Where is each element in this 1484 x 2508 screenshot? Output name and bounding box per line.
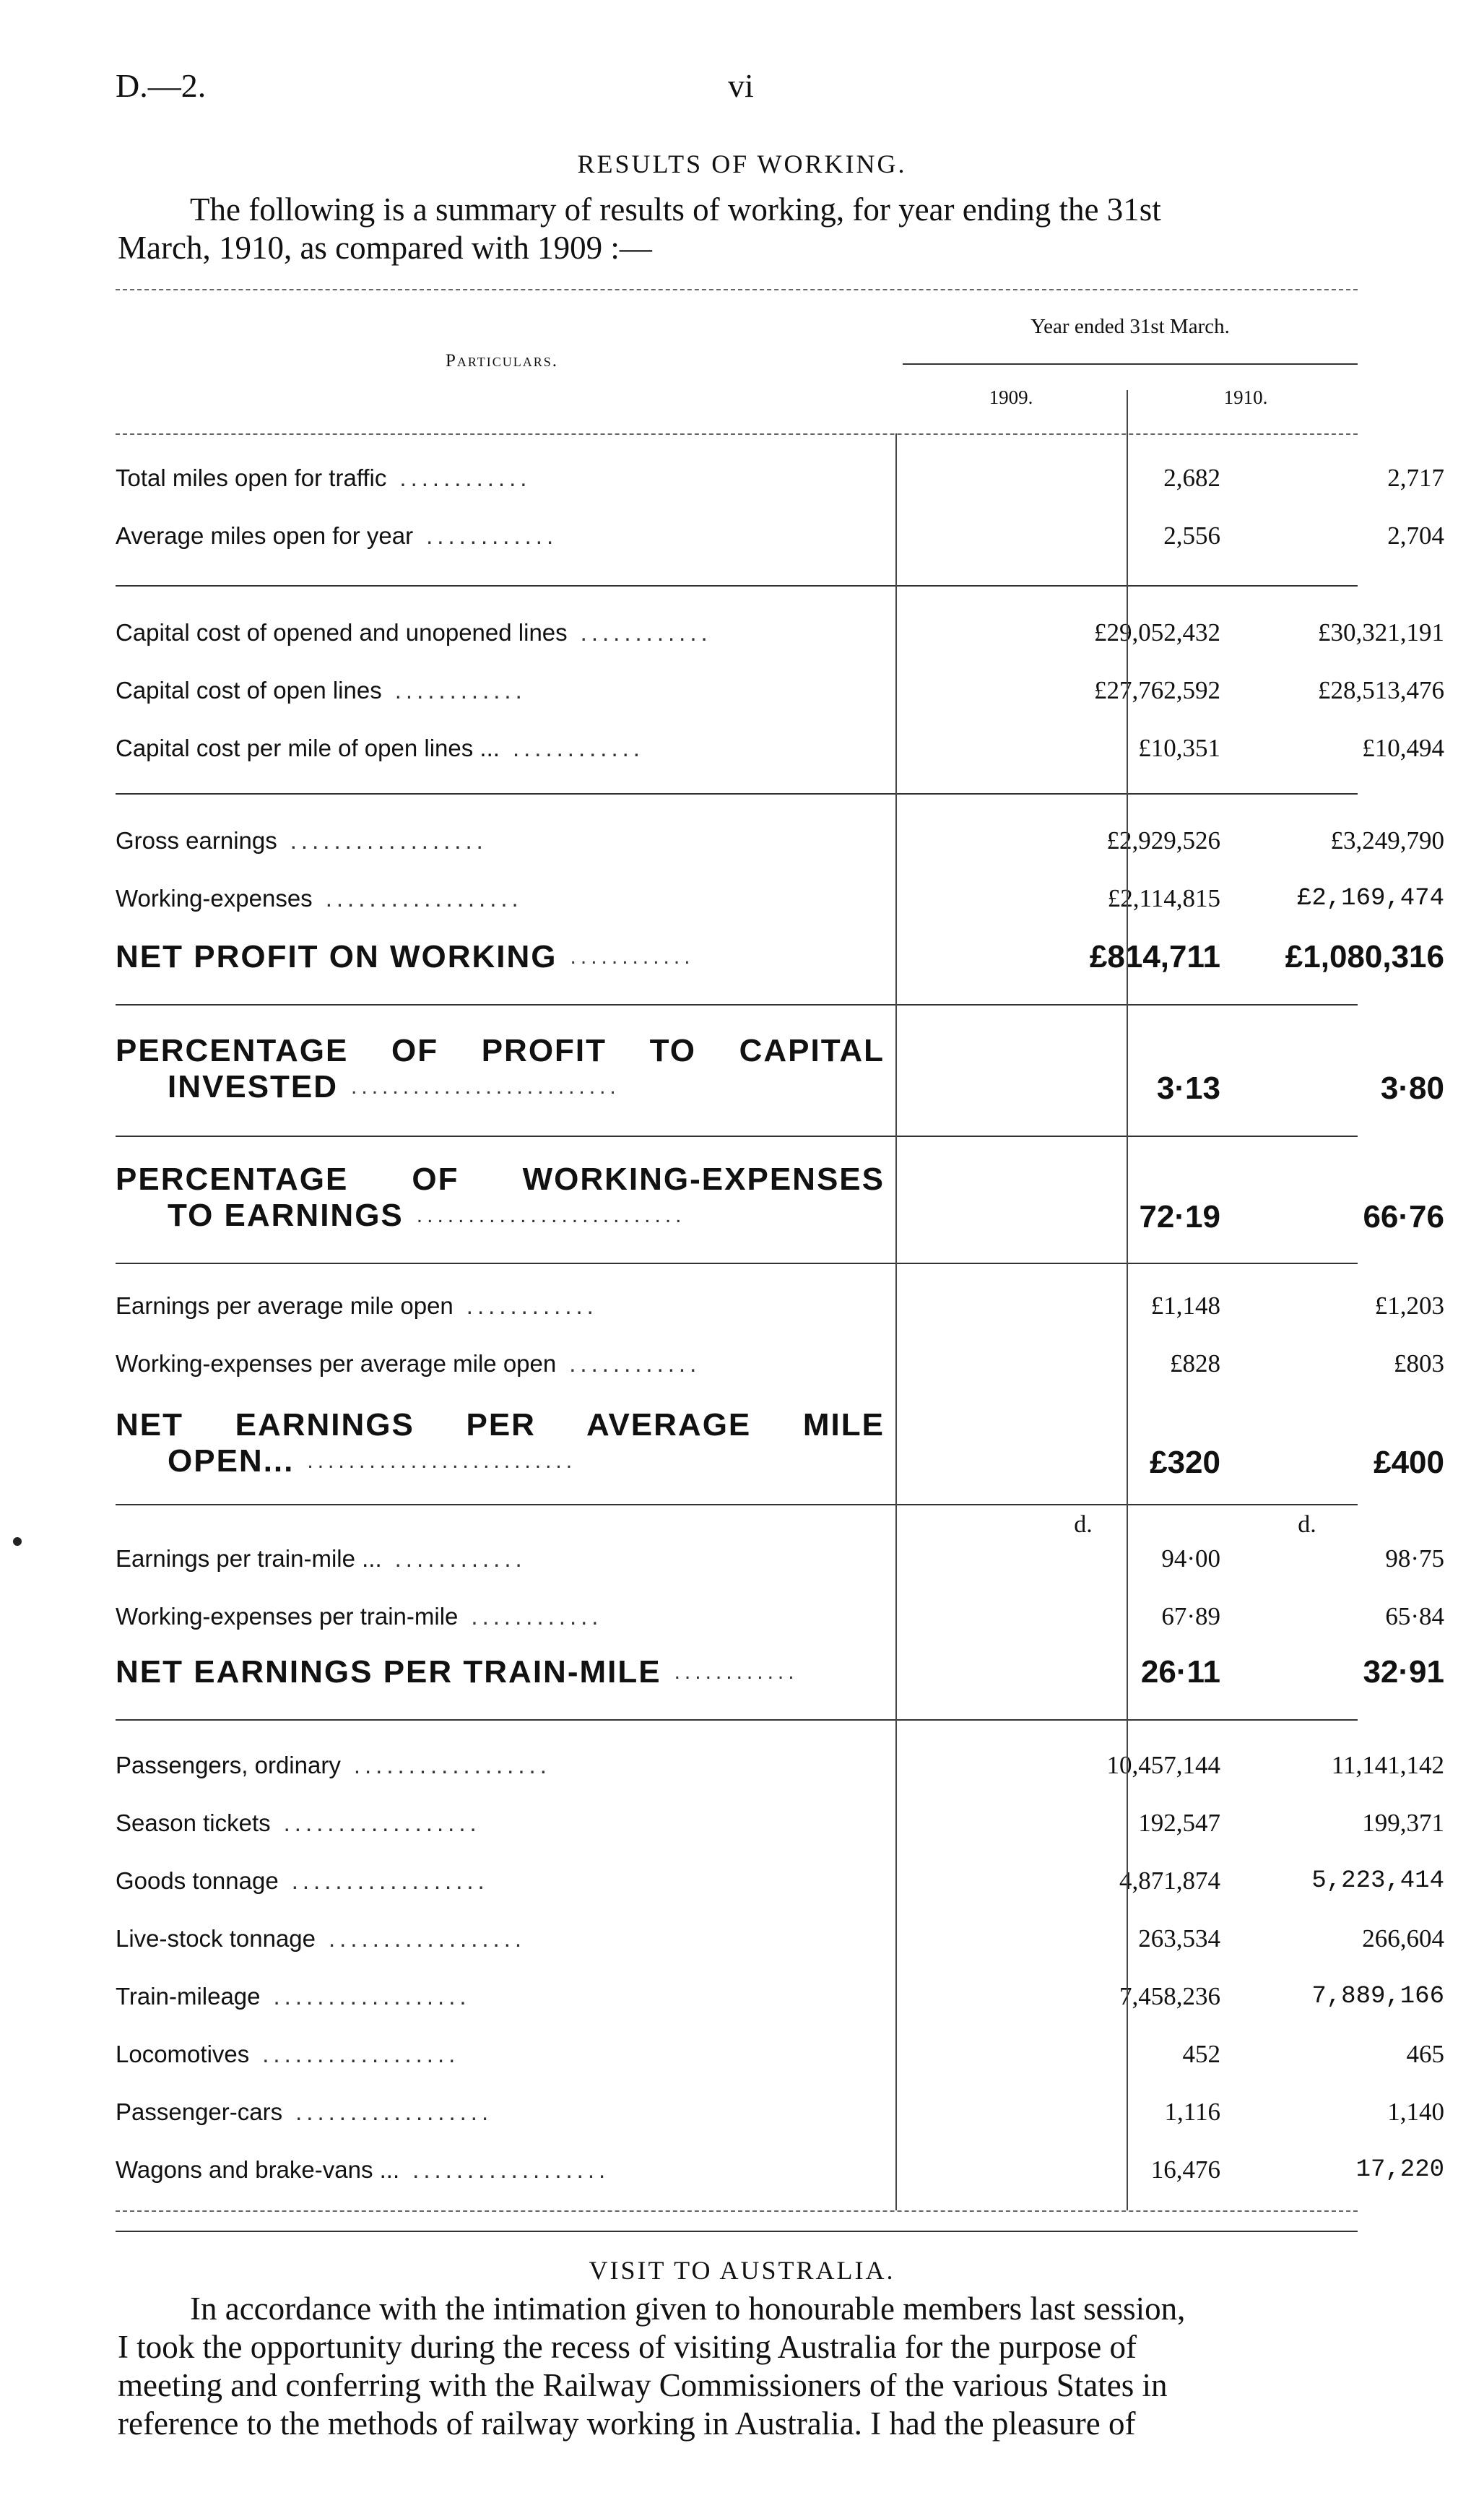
visit-paragraph	[118, 2290, 1367, 2443]
pence-unit-1910: d.	[1298, 1511, 1316, 1538]
rule	[116, 585, 1358, 587]
pct-profit-capital-row: PERCENTAGE OF PROFIT TO CAPITAL INVESTED .......................... 3·13 3·80	[116, 1033, 1444, 1106]
table-top-rule	[116, 289, 1358, 290]
table-row: Passengers, ordinary .................. 10,457,144 11,141,142	[116, 1751, 1444, 1779]
particulars-header: Particulars.	[445, 351, 559, 371]
table-row: Working-expenses per train-mile ............ 67·89 65·84	[116, 1602, 1444, 1630]
table-row: Season tickets .................. 192,547 199,371	[116, 1809, 1444, 1837]
table-row: Goods tonnage .................. 4,871,874 5,223,414	[116, 1867, 1444, 1895]
table-row: Passenger-cars .................. 1,116 1,140	[116, 2098, 1444, 2126]
table-row: Average miles open for year ............ 2,556 2,704	[116, 522, 1444, 550]
visit-line-4: reference to the methods of railway working in Australia. I had the pleasure of	[118, 2405, 1136, 2442]
page-ref: D.—2.	[116, 67, 207, 104]
page-number: vi	[728, 67, 754, 104]
table-row: Live-stock tonnage .................. 263,534 266,604	[116, 1924, 1444, 1953]
rule	[116, 1504, 1358, 1505]
rule	[116, 1719, 1358, 1721]
col-separator-left	[895, 433, 897, 2210]
net-earnings-train-row: NET EARNINGS PER TRAIN-MILE ............ 26·11 32·91	[116, 1654, 1444, 1690]
table-row: Locomotives .................. 452 465	[116, 2040, 1444, 2068]
table-row: Capital cost of opened and unopened lines ............ £29,052,432 £30,321,191	[116, 618, 1444, 647]
section-title-results: RESULTS OF WORKING.	[577, 150, 907, 178]
table-row: Capital cost per mile of open lines ... ............ £10,351 £10,494	[116, 734, 1444, 762]
table-row: Earnings per average mile open ............ £1,148 £1,203	[116, 1292, 1444, 1320]
visit-line-2: I took the opportunity during the recess of visiting Australia for the purpose of	[118, 2329, 1137, 2365]
rule	[116, 1136, 1358, 1137]
intro-line-2: March, 1910, as compared with 1909 :—	[118, 230, 652, 266]
table-row: Working-expenses .................. £2,114,815 £2,169,474	[116, 884, 1444, 912]
table-row: Capital cost of open lines ............ £27,762,592 £28,513,476	[116, 676, 1444, 704]
rule	[116, 1004, 1358, 1006]
margin-dot	[13, 1537, 22, 1546]
col-separator-mid	[1127, 390, 1128, 2210]
table-row: Gross earnings .................. £2,929,526 £3,249,790	[116, 826, 1444, 855]
visit-line-1: In accordance with the intimation given to honourable members last session,	[190, 2291, 1186, 2327]
table-bottom-rule-2	[116, 2231, 1358, 2232]
year-ended-header: Year ended 31st March.	[1030, 315, 1230, 338]
rule	[116, 1263, 1358, 1264]
table-row: Train-mileage .................. 7,458,236 7,889,166	[116, 1982, 1444, 2010]
visit-line-3: meeting and conferring with the Railway Commissioners of the various States in	[118, 2367, 1168, 2403]
net-earnings-mile-row: NET EARNINGS PER AVERAGE MILE OPEN... .......................... £320 £400	[116, 1407, 1444, 1480]
intro-line-1: The following is a summary of results of working, for year ending the 31st	[190, 191, 1161, 228]
table-row: Working-expenses per average mile open ............ £828 £803	[116, 1349, 1444, 1378]
col-1909-header: 1909.	[989, 386, 1033, 408]
table-row: Wagons and brake-vans ... .................. 16,476 17,220	[116, 2155, 1444, 2184]
pct-expenses-row: PERCENTAGE OF WORKING-EXPENSES TO EARNINGS .......................... 72·19 66·76	[116, 1162, 1444, 1234]
col-1910-header: 1910.	[1223, 386, 1268, 408]
table-bottom-rule	[116, 2210, 1358, 2212]
intro-paragraph	[118, 191, 1367, 267]
rule	[116, 793, 1358, 795]
header-bottom-rule	[116, 433, 1358, 435]
net-profit-row: NET PROFIT ON WORKING ............ £814,711 £1,080,316	[116, 939, 1444, 974]
pence-unit-1909: d.	[1074, 1511, 1093, 1538]
year-header-rule	[903, 363, 1358, 365]
section-title-visit: VISIT TO AUSTRALIA.	[589, 2256, 895, 2285]
table-row: Total miles open for traffic ............ 2,682 2,717	[116, 464, 1444, 492]
table-row: Earnings per train-mile ... ............ 94·00 98·75	[116, 1544, 1444, 1573]
